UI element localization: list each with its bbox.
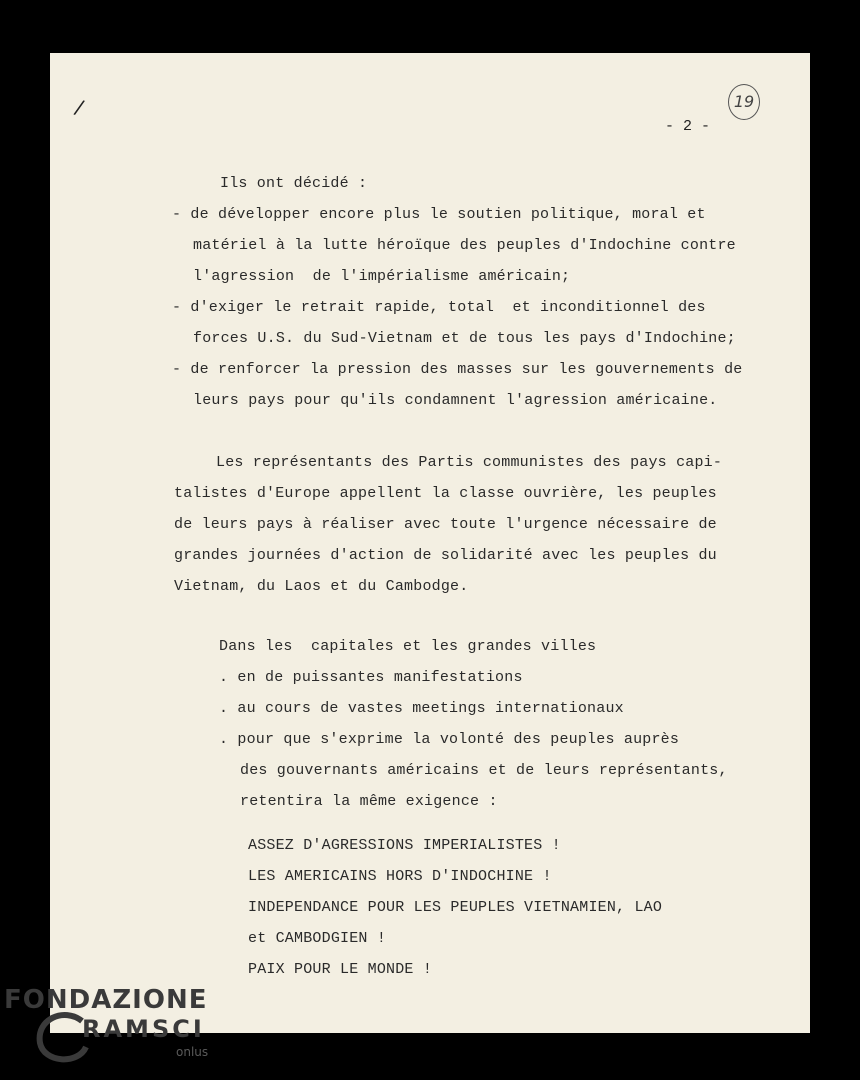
page-number: - 2 - (665, 118, 711, 135)
text-line: . pour que s'exprime la volonté des peuples auprès (219, 731, 680, 748)
slogan-line: PAIX POUR LE MONDE ! (248, 961, 433, 978)
text-line: des gouvernants américains et de leurs représentants, (240, 762, 728, 779)
text-line: forces U.S. du Sud-Vietnam et de tous les pays d'Indochine; (193, 330, 736, 347)
text-line: Les représentants des Partis communistes des pays capi- (216, 454, 723, 471)
text-line: . au cours de vastes meetings internationaux (219, 700, 624, 717)
logo-text-onlus: onlus (176, 1045, 209, 1059)
margin-mark: / (72, 94, 87, 120)
text-line: - d'exiger le retrait rapide, total et inconditionnel des (172, 299, 706, 316)
text-line: Vietnam, du Laos et du Cambodge. (174, 578, 469, 595)
slogan-line: INDEPENDANCE POUR LES PEUPLES VIETNAMIEN, LAO (248, 899, 663, 916)
slogan-line: et CAMBODGIEN ! (248, 930, 387, 947)
text-line: talistes d'Europe appellent la classe ouvrière, les peuples (174, 485, 717, 502)
document-page (50, 53, 810, 1033)
text-line: leurs pays pour qu'ils condamnent l'agression américaine. (193, 392, 718, 409)
slogan-line: ASSEZ D'AGRESSIONS IMPERIALISTES ! (248, 837, 561, 854)
logo-text-fondazione: FONDAZIONE (4, 985, 208, 1015)
slogan-line: LES AMERICAINS HORS D'INDOCHINE ! (248, 868, 552, 885)
text-line: Dans les capitales et les grandes villes (219, 638, 597, 655)
archive-number-mark: 19 (728, 84, 760, 120)
text-line: matériel à la lutte héroïque des peuples d'Indochine contre (193, 237, 736, 254)
text-line: retentira la même exigence : (240, 793, 498, 810)
text-line: . en de puissantes manifestations (219, 669, 523, 686)
text-line: l'agression de l'impérialisme américain; (193, 268, 571, 285)
logo-text-gramsci: RAMSCI (82, 1015, 205, 1043)
text-line: grandes journées d'action de solidarité avec les peuples du (174, 547, 717, 564)
text-line: de leurs pays à réaliser avec toute l'urgence nécessaire de (174, 516, 717, 533)
text-line: Ils ont décidé : (220, 175, 368, 192)
text-line: - de développer encore plus le soutien politique, moral et (172, 206, 706, 223)
text-line: - de renforcer la pression des masses sur les gouvernements de (172, 361, 743, 378)
fondazione-gramsci-logo (4, 985, 214, 1075)
